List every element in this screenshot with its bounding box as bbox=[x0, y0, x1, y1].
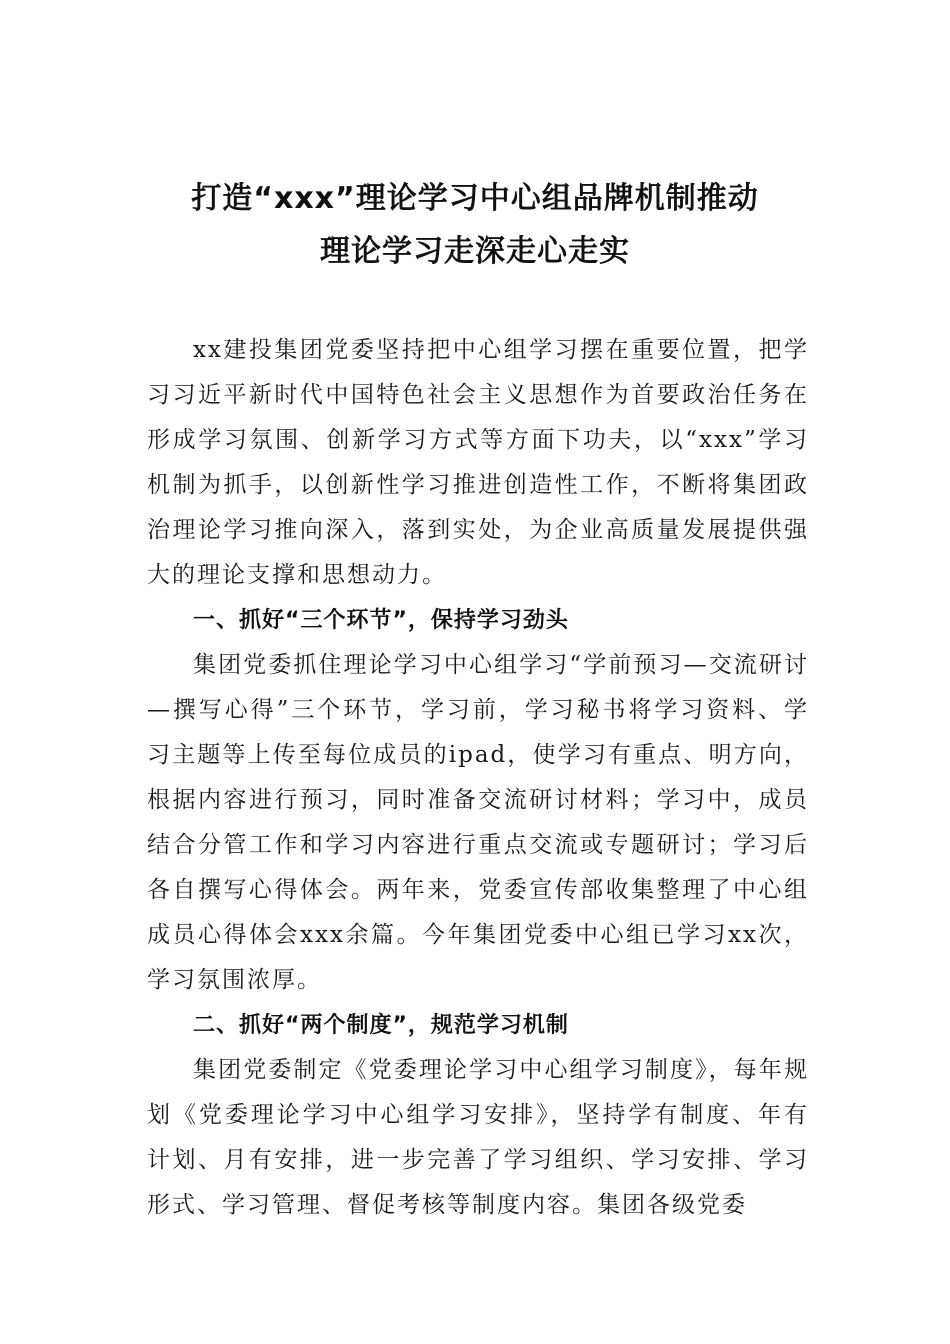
title-line-1: 打造“xxx”理论学习中心组品牌机制推动 bbox=[191, 181, 759, 216]
section-heading-2: 二、抓好“两个制度”，规范学习机制 bbox=[193, 1013, 569, 1038]
title-line-2: 理论学习走深走心走实 bbox=[320, 234, 630, 269]
section-paragraph-1: 集团党委抓住理论学习中心组学习“学前预习—交流研讨—撰写心得”三个环节，学习前，学习秘书将学习资料、学习主题等上传至每位成员的ipad，使学习有重点、明方向，根据内容进行预习，同时准备交流研讨材料；学习中，成员结合分管工作和学习内容进行重点交流或专题研讨；学习后各自撰写心得体会。两年来，党委宣传部收集整理了中心组成员心得体会xxx余篇。今年集团党委中心组已学习xx次，学习氛围浓厚。 bbox=[147, 652, 809, 993]
section-heading-1: 一、抓好“三个环节”，保持学习劲头 bbox=[193, 608, 569, 633]
intro-paragraph: xx建投集团党委坚持把中心组学习摆在重要位置，把学习习近平新时代中国特色社会主义思想作为首要政治任务在形成学习氛围、创新学习方式等方面下功夫，以“xxx”学习机制为抓手，以创新性学习推进创造性工作，不断将集团政治理论学习推向深入，落到实处，为企业高质量发展提供强大的理论支撑和思想动力。 bbox=[147, 337, 809, 588]
section-paragraph-2: 集团党委制定《党委理论学习中心组学习制度》，每年规划《党委理论学习中心组学习安排》，坚持学有制度、年有计划、月有安排，进一步完善了学习组织、学习安排、学习形式、学习管理、督促考核等制度内容。集团各级党委 bbox=[147, 1057, 809, 1218]
document-body bbox=[147, 328, 809, 1228]
document-title bbox=[100, 172, 850, 278]
